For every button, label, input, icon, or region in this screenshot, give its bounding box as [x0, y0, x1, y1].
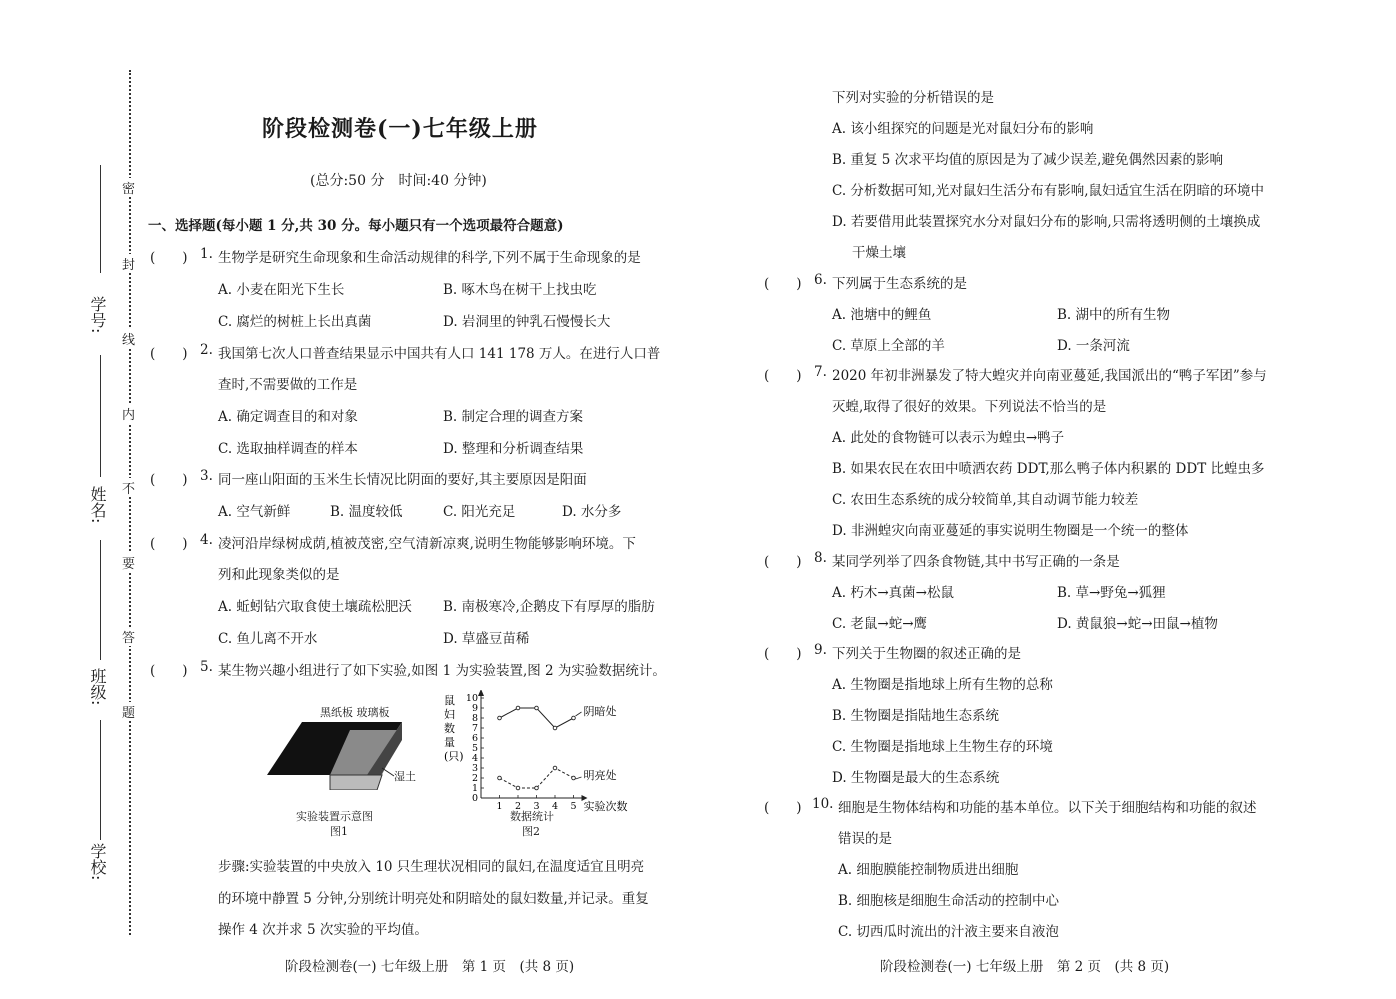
answer-bracket[interactable]: ( ) [764, 800, 802, 816]
option-c: C. 老鼠→蛇→鹰 [832, 616, 928, 632]
question-text: 灭蝗,取得了很好的效果。下列说法不恰当的是 [832, 399, 1107, 415]
student-id-underline [100, 165, 101, 273]
x-axis-label: 实验次数 [583, 800, 628, 812]
y-axis-label-char: (只) [444, 750, 464, 763]
question-text: 凌河沿岸绿树成荫,植被茂密,空气清新凉爽,说明生物能够影响环境。下 [218, 536, 636, 552]
seal-char: 线 [122, 329, 135, 348]
question-text: 下列属于生态系统的是 [832, 276, 967, 292]
y-axis-label-char: 量 [444, 736, 455, 749]
option-b: B. 制定合理的调查方案 [443, 409, 584, 425]
seal-char: 答 [122, 627, 135, 646]
question-text: 同一座山阳面的玉米生长情况比阴面的要好,其主要原因是阳面 [218, 472, 587, 488]
data-point [572, 716, 576, 720]
legend-pointer [576, 712, 582, 716]
series-label: 明亮处 [583, 769, 617, 782]
option-a: A. 池塘中的鲤鱼 [832, 307, 932, 323]
question-text: 细胞是生物体结构和功能的基本单位。以下关于细胞结构和功能的叙述 [838, 800, 1257, 816]
question-text: 下列关于生物圈的叙述正确的是 [832, 646, 1021, 662]
page1-footer: 阶段检测卷(一) 七年级上册 第 1 页 (共 8 页) [285, 959, 575, 975]
question-text: 生物学是研究生命现象和生命活动规律的科学,下列不属于生命现象的是 [218, 250, 641, 266]
y-tick-label: 9 [471, 703, 478, 714]
seal-char: 不 [122, 478, 135, 497]
option-b: B. 细胞核是细胞生命活动的控制中心 [838, 893, 1060, 909]
page2-footer: 阶段检测卷(一) 七年级上册 第 2 页 (共 8 页) [880, 959, 1170, 975]
question-text: 查时,不需要做的工作是 [218, 377, 358, 393]
fig1-side-label: 湿土 [394, 770, 416, 783]
fig2-line-chart [438, 690, 638, 812]
class-label: 班级: [88, 668, 107, 706]
series-label: 阴暗处 [583, 705, 617, 718]
series-bright-line [500, 768, 574, 788]
answer-bracket[interactable]: ( ) [764, 554, 802, 570]
box-front [330, 775, 382, 790]
option-b: B. 湖中的所有生物 [1057, 307, 1171, 323]
y-tick-label: 10 [465, 693, 478, 704]
option-a: A. 该小组探究的问题是光对鼠妇分布的影响 [832, 121, 1094, 137]
steps-text: 的环境中静置 5 分钟,分别统计明亮处和阴暗处的鼠妇数量,并记录。重复 [218, 891, 649, 907]
option-c: C. 分析数据可知,光对鼠妇生活分布有影响,鼠妇适宜生活在阴暗的环境中 [832, 183, 1265, 199]
option-d: D. 非洲蝗灾向南亚蔓延的事实说明生物圈是一个统一的整体 [832, 523, 1189, 539]
question-text: 2020 年初非洲暴发了特大蝗灾并向南亚蔓延,我国派出的“鸭子军团”参与 [832, 368, 1267, 384]
question-number: 2. [200, 342, 213, 358]
option-d: D. 生物圈是最大的生态系统 [832, 770, 1000, 786]
question-number: 6. [814, 272, 827, 288]
option-a: A. 蚯蚓钻穴取食使土壤疏松肥沃 [218, 599, 412, 615]
seal-dotted-line [129, 70, 131, 935]
option-a: A. 此处的食物链可以表示为蝗虫→鸭子 [832, 430, 1065, 446]
school-underline [100, 720, 101, 840]
option-d: D. 岩洞里的钟乳石慢慢长大 [443, 314, 611, 330]
steps-text: 步骤:实验装置的中央放入 10 只生理状况相同的鼠妇,在温度适宜且明亮 [218, 859, 645, 875]
seal-char: 密 [122, 178, 135, 197]
series-dark-line [500, 708, 574, 728]
option-a: A. 朽木→真菌→松鼠 [832, 585, 954, 601]
option-b: B. 重复 5 次求平均值的原因是为了减少误差,避免偶然因素的影响 [832, 152, 1223, 168]
question-text: 列和此现象类似的是 [218, 567, 340, 583]
y-tick-label: 2 [471, 773, 478, 784]
name-underline [100, 355, 101, 477]
legend-pointer [576, 777, 582, 779]
fig2-caption: 数据统计 [510, 810, 554, 823]
option-a: A. 生物圈是指地球上所有生物的总称 [832, 677, 1053, 693]
y-tick-label: 3 [471, 763, 478, 774]
x-tick-label: 1 [496, 801, 503, 812]
class-underline [100, 540, 101, 660]
x-tick-label: 5 [570, 801, 577, 812]
question-number: 4. [200, 532, 213, 548]
option-b: B. 草→野兔→狐狸 [1057, 585, 1166, 601]
fig1-caption: 实验装置示意图 [296, 810, 373, 823]
data-point [553, 766, 557, 770]
steps-text: 操作 4 次并求 5 次实验的平均值。 [218, 922, 428, 938]
y-axis-label-char: 鼠 [444, 694, 455, 707]
option-d-cont: 干燥土壤 [852, 245, 906, 261]
question-text: 我国第七次人口普查结果显示中国共有人口 141 178 万人。在进行人口普 [218, 346, 661, 362]
option-b: B. 啄木鸟在树干上找虫吃 [443, 282, 597, 298]
option-a: A. 小麦在阳光下生长 [218, 282, 345, 298]
seal-char: 内 [122, 404, 135, 423]
answer-bracket[interactable]: ( ) [150, 346, 188, 362]
y-tick-label: 8 [471, 713, 478, 724]
student-id-label: 学号: [88, 296, 107, 334]
school-label: 学校: [88, 843, 107, 881]
option-b: B. 生物圈是指陆地生态系统 [832, 708, 1000, 724]
exam-title: 阶段检测卷(一)七年级上册 [262, 116, 538, 142]
question-number: 3. [200, 468, 213, 484]
answer-bracket[interactable]: ( ) [150, 663, 188, 679]
question-text: 某同学列举了四条食物链,其中书写正确的一条是 [832, 554, 1120, 570]
question-number: 10. [812, 796, 834, 812]
answer-bracket[interactable]: ( ) [150, 250, 188, 266]
answer-bracket[interactable]: ( ) [764, 368, 802, 384]
seal-char: 封 [122, 254, 135, 273]
option-b: B. 如果农民在农田中喷洒农药 DDT,那么鸭子体内积累的 DDT 比蝗虫多 [832, 461, 1265, 477]
answer-bracket[interactable]: ( ) [764, 276, 802, 292]
x-tick-label: 4 [551, 801, 559, 812]
option-d: D. 黄鼠狼→蛇→田鼠→植物 [1057, 616, 1218, 632]
x-tick-label: 2 [514, 801, 522, 812]
y-axis-label-char: 数 [444, 722, 455, 735]
question-text: 错误的是 [838, 831, 892, 847]
question-number: 9. [814, 642, 827, 658]
seal-char: 题 [122, 702, 135, 721]
answer-bracket[interactable]: ( ) [150, 536, 188, 552]
y-tick-label: 7 [471, 723, 478, 734]
y-axis-label-char: 妇 [444, 708, 455, 721]
question-text: 某生物兴趣小组进行了如下实验,如图 1 为实验装置,图 2 为实验数据统计。 [218, 663, 666, 679]
option-d: D. 水分多 [562, 504, 622, 520]
fig1-name: 图1 [330, 825, 348, 838]
option-b: B. 南极寒冷,企鹅皮下有厚厚的脂肪 [443, 599, 655, 615]
exam-subtitle: (总分:50 分 时间:40 分钟) [310, 173, 487, 189]
data-point [516, 786, 520, 790]
option-b: B. 温度较低 [330, 504, 403, 520]
answer-bracket[interactable]: ( ) [150, 472, 188, 488]
y-axis-arrow [478, 690, 484, 696]
y-tick-label: 4 [471, 753, 478, 764]
question-number: 8. [814, 550, 827, 566]
option-c: C. 农田生态系统的成分较简单,其自动调节能力较差 [832, 492, 1139, 508]
fig2-name: 图2 [522, 825, 540, 838]
data-point [535, 786, 539, 790]
option-c: C. 草原上全部的羊 [832, 338, 945, 354]
fig1-top-label: 黑纸板 玻璃板 [320, 706, 390, 719]
option-d: D. 草盛豆苗稀 [443, 631, 530, 647]
data-point [498, 716, 502, 720]
option-d: D. 若要借用此装置探究水分对鼠妇分布的影响,只需将透明侧的土壤换成 [832, 214, 1261, 230]
option-c: C. 鱼儿离不开水 [218, 631, 318, 647]
option-d: D. 一条河流 [1057, 338, 1130, 354]
seal-char: 要 [122, 553, 135, 572]
x-tick-label: 3 [533, 801, 540, 812]
option-d: D. 整理和分析调查结果 [443, 441, 584, 457]
data-point [535, 706, 539, 710]
section-heading: 一、选择题(每小题 1 分,共 30 分。每小题只有一个选项最符合题意) [148, 218, 564, 234]
question-number: 7. [814, 364, 827, 380]
option-a: A. 确定调查目的和对象 [218, 409, 358, 425]
option-c: C. 阳光充足 [443, 504, 516, 520]
option-c: C. 切西瓜时流出的汁液主要来自液泡 [838, 924, 1059, 940]
question-number: 1. [200, 246, 213, 262]
data-point [516, 706, 520, 710]
y-tick-label: 6 [471, 733, 478, 744]
question-text: 下列对实验的分析错误的是 [832, 90, 994, 106]
name-label: 姓名: [88, 486, 107, 524]
answer-bracket[interactable]: ( ) [764, 646, 802, 662]
y-tick-label: 1 [471, 783, 478, 794]
soil-pointer [382, 768, 394, 776]
data-point [498, 776, 502, 780]
data-point [553, 726, 557, 730]
option-c: C. 生物圈是指地球上生物生存的环境 [832, 739, 1053, 755]
y-tick-label: 0 [471, 793, 478, 804]
question-number: 5. [200, 659, 213, 675]
data-point [572, 776, 576, 780]
y-tick-label: 5 [471, 743, 478, 754]
option-a: A. 空气新鲜 [218, 504, 291, 520]
option-a: A. 细胞膜能控制物质进出细胞 [838, 862, 1019, 878]
option-c: C. 腐烂的树桩上长出真菌 [218, 314, 372, 330]
option-c: C. 选取抽样调查的样本 [218, 441, 358, 457]
